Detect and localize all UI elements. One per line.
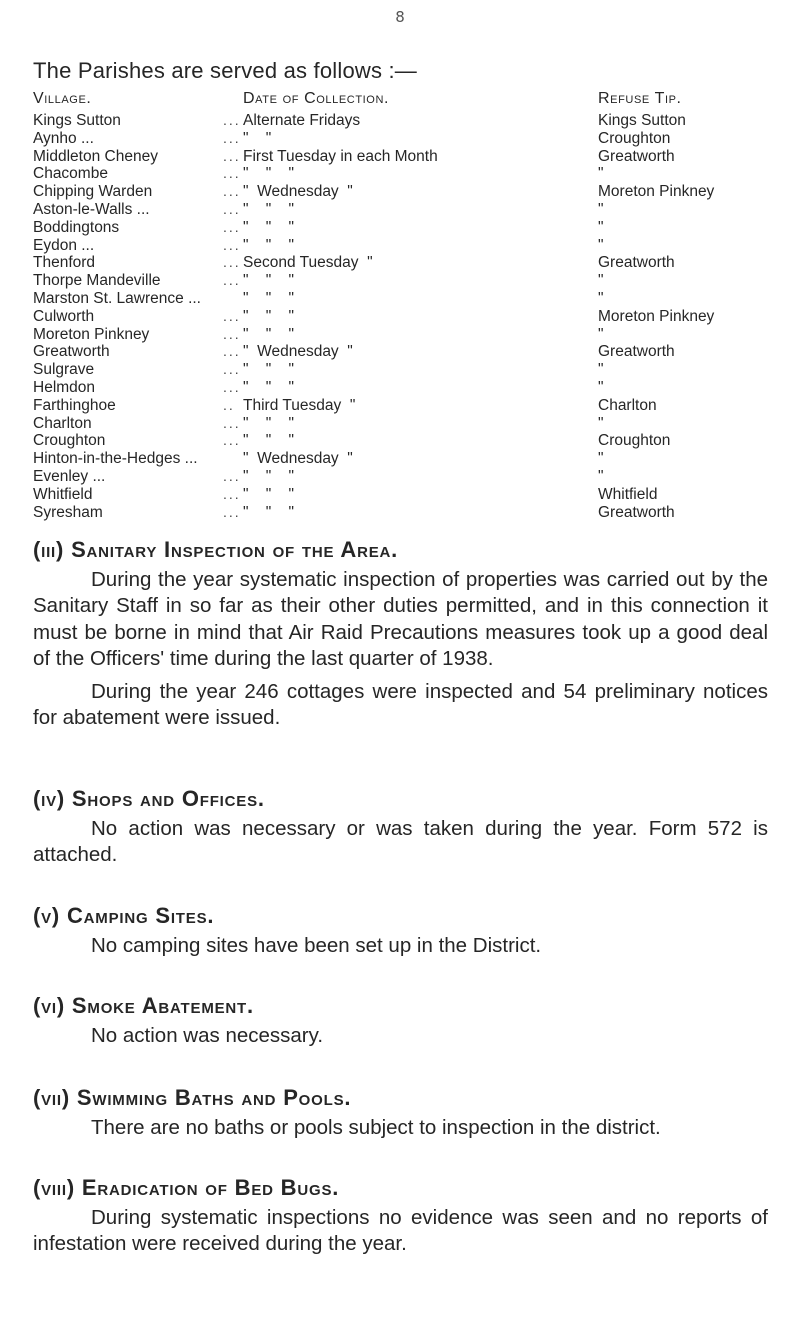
tip-cell: Whitfield <box>598 485 658 503</box>
village-cell: Aynho ... <box>33 129 94 147</box>
section-smoke-abatement <box>33 993 768 1049</box>
section-title: (vii) Swimming Baths and Pools. <box>33 1085 352 1110</box>
village-dots: ... <box>223 307 241 324</box>
village-cell: Marston St. Lawrence ... <box>33 289 201 307</box>
table-row <box>33 219 793 237</box>
table-header <box>33 90 793 112</box>
date-cell: " " <box>243 129 272 147</box>
tip-cell: Charlton <box>598 396 657 414</box>
village-dots: ... <box>223 467 241 484</box>
table-row <box>33 148 793 166</box>
section-sanitary-inspection <box>33 537 768 731</box>
tip-cell: Moreton Pinkney <box>598 307 715 325</box>
date-cell: " " " <box>243 236 294 254</box>
tip-cell: Kings Sutton <box>598 112 686 129</box>
village-cell: Helmdon <box>33 378 96 396</box>
section-paragraph: During the year systematic inspection of properties was carried out by the Sanitary Staff in so far as their other duties permitted, and in this connection it must be borne in mind that Air Raid Precautions measures took up a good deal of the Officers' time during the last quarter of 1938. <box>33 568 768 671</box>
date-cell: " " " <box>243 289 294 307</box>
village-cell: Whitfield <box>33 485 93 503</box>
table-row <box>33 254 793 272</box>
section-shops-offices <box>33 786 768 869</box>
tip-cell: Croughton <box>598 129 671 147</box>
intro-text: The Parishes are served as follows :— <box>33 58 417 83</box>
section-paragraph: There are no baths or pools subject to inspection in the district. <box>91 1116 661 1139</box>
date-cell: " " " <box>243 272 294 290</box>
section-bed-bugs <box>33 1175 768 1258</box>
village-dots: ... <box>223 147 241 164</box>
tip-cell: Greatworth <box>598 254 675 272</box>
section-title: (vi) Smoke Abatement. <box>33 993 254 1018</box>
village-dots: ... <box>223 378 241 395</box>
table-body <box>33 112 793 521</box>
tip-cell: " <box>598 200 604 218</box>
header-village: Village. <box>33 90 92 107</box>
section-paragraph: No action was necessary. <box>91 1024 324 1047</box>
table-row <box>33 486 793 504</box>
village-cell: Thenford <box>33 254 96 272</box>
tip-cell: " <box>598 414 604 432</box>
section-paragraph: No action was necessary or was taken during the year. Form 572 is attached. <box>33 817 768 867</box>
date-cell: Alternate Fridays <box>243 112 361 129</box>
tip-cell: " <box>598 289 604 307</box>
village-dots: ... <box>223 165 241 182</box>
table-row <box>33 201 793 219</box>
tip-cell: " <box>598 325 604 343</box>
village-dots: ... <box>223 432 241 449</box>
village-cell: Charlton <box>33 414 92 432</box>
section-title: (viii) Eradication of Bed Bugs. <box>33 1175 340 1200</box>
village-cell: Middleton Cheney <box>33 147 158 165</box>
date-cell: " " " <box>243 467 294 485</box>
village-dots: ... <box>223 218 241 235</box>
date-cell: " " " <box>243 414 294 432</box>
date-cell: Third Tuesday " <box>243 396 356 414</box>
table-row <box>33 450 793 468</box>
date-cell: " " " <box>243 485 294 503</box>
section-title: (iii) Sanitary Inspection of the Area. <box>33 537 399 562</box>
date-cell: " " " <box>243 503 294 521</box>
header-date: Date of Collection. <box>243 90 390 107</box>
table-row <box>33 326 793 344</box>
village-cell: Moreton Pinkney <box>33 325 150 343</box>
village-cell: Boddingtons <box>33 218 120 236</box>
village-dots: ... <box>223 503 241 520</box>
date-cell: " " " <box>243 165 294 183</box>
tip-cell: Greatworth <box>598 503 675 521</box>
table-row <box>33 112 793 130</box>
section-title: (iv) Shops and Offices. <box>33 786 265 811</box>
table-row <box>33 468 793 486</box>
section-title: (v) Camping Sites. <box>33 903 215 928</box>
table-row <box>33 130 793 148</box>
village-cell: Farthinghoe <box>33 396 116 414</box>
date-cell: First Tuesday in each Month <box>243 147 438 165</box>
village-cell: Kings Sutton <box>33 112 121 129</box>
tip-cell: " <box>598 272 604 290</box>
table-row <box>33 397 793 415</box>
table-row <box>33 504 793 522</box>
page-number: 8 <box>395 8 405 26</box>
table-row <box>33 165 793 183</box>
village-cell: Syresham <box>33 503 103 521</box>
village-cell: Greatworth <box>33 343 110 361</box>
table-row <box>33 308 793 326</box>
tip-cell: " <box>598 236 604 254</box>
village-dots: .. <box>223 396 235 413</box>
section-camping-sites <box>33 903 768 959</box>
section-paragraph: During systematic inspections no evidence was seen and no reports of infestation were received during the year. <box>33 1206 768 1256</box>
tip-cell: " <box>598 450 604 468</box>
village-cell: Eydon ... <box>33 236 95 254</box>
tip-cell: " <box>598 218 604 236</box>
village-cell: Evenley ... <box>33 467 106 485</box>
village-dots: ... <box>223 343 241 360</box>
tip-cell: Greatworth <box>598 147 675 165</box>
header-tip: Refuse Tip. <box>598 90 682 107</box>
village-cell: Croughton <box>33 432 106 450</box>
date-cell: " " " <box>243 200 294 218</box>
date-cell: " " " <box>243 432 294 450</box>
village-cell: Thorpe Mandeville <box>33 272 161 290</box>
village-cell: Culworth <box>33 307 95 325</box>
tip-cell: " <box>598 165 604 183</box>
tip-cell: " <box>598 361 604 379</box>
section-paragraph: No camping sites have been set up in the District. <box>91 934 542 957</box>
tip-cell: " <box>598 467 604 485</box>
table-row <box>33 290 793 308</box>
village-cell: Chipping Warden <box>33 183 153 201</box>
village-cell: Chacombe <box>33 165 108 183</box>
section-swimming-baths <box>33 1085 768 1141</box>
table-row <box>33 343 793 361</box>
table-row <box>33 272 793 290</box>
table-row <box>33 432 793 450</box>
tip-cell: Moreton Pinkney <box>598 183 715 201</box>
section-paragraph: During the year 246 cottages were inspected and 54 preliminary notices for abatement were issued. <box>33 679 768 730</box>
village-dots: ... <box>223 361 241 378</box>
village-dots: ... <box>223 254 241 271</box>
village-cell: Aston-le-Walls ... <box>33 200 150 218</box>
village-dots: ... <box>223 236 241 253</box>
village-dots: ... <box>223 200 241 217</box>
table-row <box>33 379 793 397</box>
village-dots: ... <box>223 325 241 342</box>
table-row <box>33 183 793 201</box>
village-dots: ... <box>223 414 241 431</box>
tip-cell: Croughton <box>598 432 671 450</box>
date-cell: " " " <box>243 325 294 343</box>
date-cell: " " " <box>243 218 294 236</box>
date-cell: " " " <box>243 307 294 325</box>
date-cell: " Wednesday " <box>243 450 353 468</box>
village-dots: ... <box>223 485 241 502</box>
table-row <box>33 361 793 379</box>
tip-cell: Greatworth <box>598 343 675 361</box>
table-row <box>33 415 793 433</box>
date-cell: " Wednesday " <box>243 183 353 201</box>
date-cell: Second Tuesday " <box>243 254 373 272</box>
table-row <box>33 237 793 255</box>
village-dots: ... <box>223 129 241 146</box>
village-cell: Sulgrave <box>33 361 95 379</box>
village-cell: Hinton-in-the-Hedges ... <box>33 450 198 468</box>
village-dots: ... <box>223 272 241 289</box>
tip-cell: " <box>598 378 604 396</box>
date-cell: " Wednesday " <box>243 343 353 361</box>
date-cell: " " " <box>243 378 294 396</box>
collection-table <box>33 90 793 521</box>
date-cell: " " " <box>243 361 294 379</box>
village-dots: ... <box>223 183 241 200</box>
village-dots: ... <box>223 112 241 128</box>
